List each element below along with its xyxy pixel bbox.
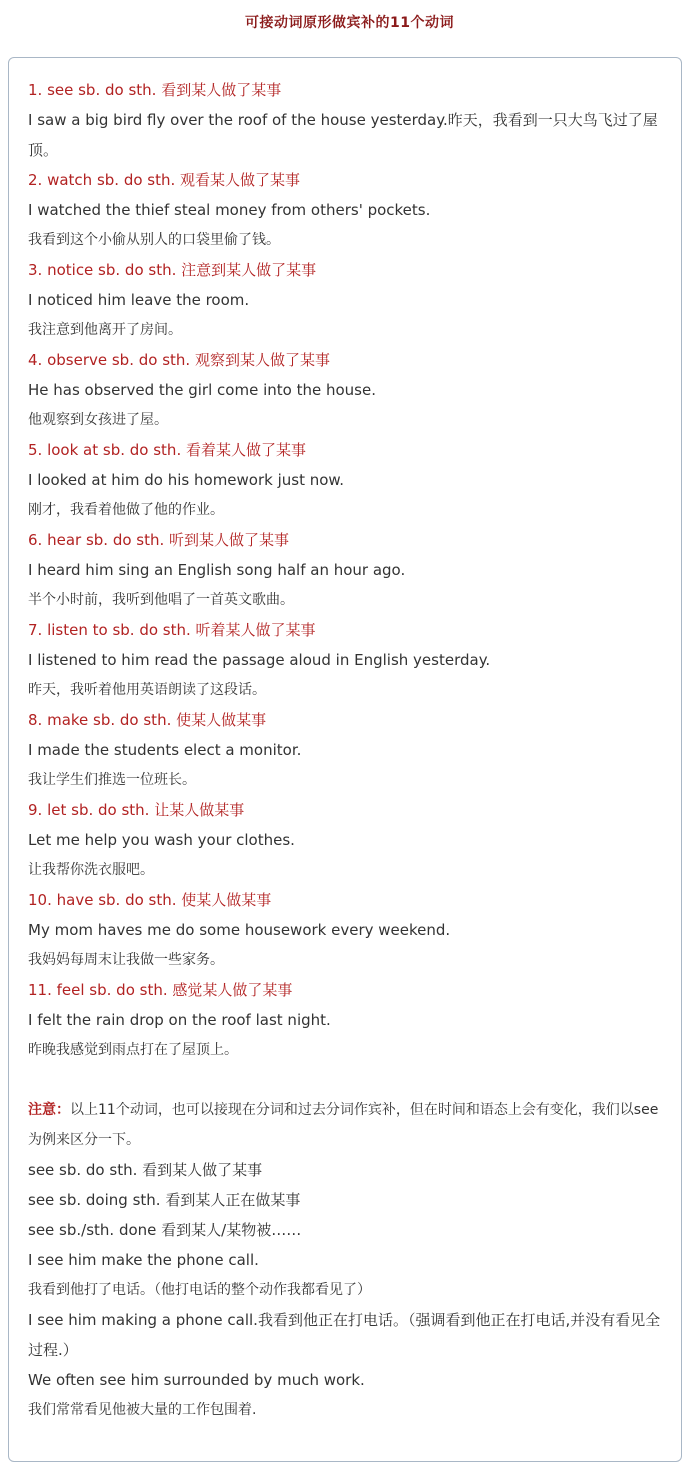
note-line: I see him making a phone call.我看到他正在打电话。（强调看到他正在打电话,并没有看见全过程.） (28, 1311, 661, 1359)
section-spacer (28, 1065, 668, 1095)
item-translation: 他观察到女孩进了屋。 (28, 412, 168, 428)
item-example: He has observed the girl come into the house. (28, 381, 376, 399)
page-title: 可接动词原形做宾补的11个动词 (245, 15, 454, 31)
item-example: I listened to him read the passage aloud in English yesterday. (28, 651, 491, 669)
note-text: 以上11个动词，也可以接现在分词和过去分词作宾补，但在时间和语态上会有变化，我们以see为例来区分一下。 (28, 1102, 659, 1148)
note-line: see sb. do sth. 看到某人做了某事 (28, 1161, 263, 1179)
item-example: I saw a big bird fly over the roof of the house yesterday.昨天，我看到一只大鸟飞过了屋顶。 (28, 111, 658, 159)
note-line: 我看到他打了电话。（他打电话的整个动作我都看见了） (28, 1282, 371, 1298)
item-heading: 7. listen to sb. do sth. 听着某人做了某事 (28, 621, 316, 639)
item-translation: 我让学生们推选一位班长。 (28, 772, 196, 788)
item-heading: 8. make sb. do sth. 使某人做某事 (28, 711, 267, 729)
item-example: I felt the rain drop on the roof last night. (28, 1011, 331, 1029)
item-example: My mom haves me do some housework every weekend. (28, 921, 451, 939)
note-line: I see him make the phone call. (28, 1251, 259, 1269)
note-line: see sb. doing sth. 看到某人正在做某事 (28, 1191, 301, 1209)
item-heading: 9. let sb. do sth. 让某人做某事 (28, 801, 245, 819)
item-translation: 半个小时前，我听到他唱了一首英文歌曲。 (28, 592, 294, 608)
item-heading: 4. observe sb. do sth. 观察到某人做了某事 (28, 351, 330, 369)
item-example: Let me help you wash your clothes. (28, 831, 295, 849)
item-translation: 让我帮你洗衣服吧。 (28, 862, 154, 878)
item-heading: 6. hear sb. do sth. 听到某人做了某事 (28, 531, 290, 549)
item-translation: 刚才，我看着他做了他的作业。 (28, 502, 224, 518)
note-line: We often see him surrounded by much work. (28, 1371, 365, 1389)
item-heading: 5. look at sb. do sth. 看着某人做了某事 (28, 441, 306, 459)
note-label: 注意： (28, 1102, 70, 1118)
item-example: I watched the thief steal money from others' pockets. (28, 201, 431, 219)
item-heading: 10. have sb. do sth. 使某人做某事 (28, 891, 272, 909)
note-line: see sb./sth. done 看到某人/某物被…… (28, 1221, 302, 1239)
item-example: I noticed him leave the room. (28, 291, 250, 309)
item-example: I made the students elect a monitor. (28, 741, 302, 759)
item-translation: 我妈妈每周末让我做一些家务。 (28, 952, 224, 968)
item-translation: 我看到这个小偷从别人的口袋里偷了钱。 (28, 232, 280, 248)
item-heading: 1. see sb. do sth. 看到某人做了某事 (28, 81, 282, 99)
verb-list (28, 75, 668, 1425)
note-line: 我们常常看见他被大量的工作包围着. (28, 1402, 257, 1418)
item-heading: 3. notice sb. do sth. 注意到某人做了某事 (28, 261, 317, 279)
item-heading: 11. feel sb. do sth. 感觉某人做了某事 (28, 981, 293, 999)
note-paragraph (28, 1095, 668, 1155)
item-translation: 昨天，我听着他用英语朗读了这段话。 (28, 682, 266, 698)
item-example: I looked at him do his homework just now. (28, 471, 345, 489)
item-example: I heard him sing an English song half an hour ago. (28, 561, 406, 579)
item-heading: 2. watch sb. do sth. 观看某人做了某事 (28, 171, 301, 189)
item-translation: 我注意到他离开了房间。 (28, 322, 182, 338)
item-translation: 昨晚我感觉到雨点打在了屋顶上。 (28, 1042, 238, 1058)
